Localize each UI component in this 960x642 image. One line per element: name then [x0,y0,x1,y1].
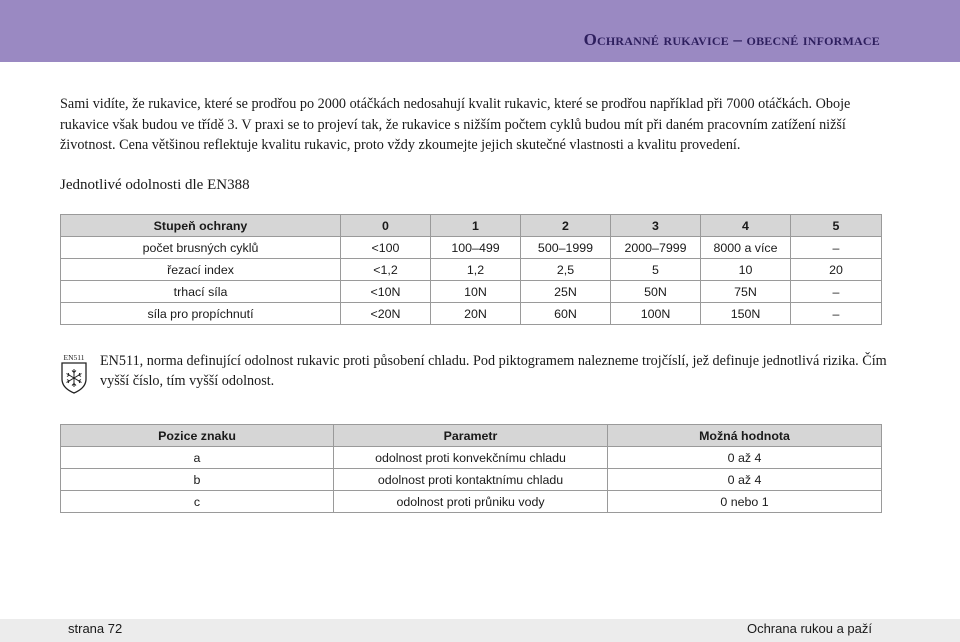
table-cell: 0 až 4 [608,447,882,469]
table-cell: 60N [521,303,611,325]
table-cell: – [791,237,882,259]
en388-table-header-cell: 2 [521,215,611,237]
en388-table [60,214,882,325]
section-heading: Jednotlivé odolnosti dle EN388 [60,177,250,193]
table-cell: c [61,491,334,513]
table-cell: 8000 a více [701,237,791,259]
snowflake-shield-icon [60,352,88,394]
en388-table-header-cell: 3 [611,215,701,237]
en511-table-header-cell: Parametr [334,425,608,447]
table-cell: 1,2 [431,259,521,281]
en388-table-header-cell: 4 [701,215,791,237]
page-number: strana 72 [68,621,123,636]
table-cell: 2000–7999 [611,237,701,259]
table-cell: 10 [701,259,791,281]
en388-table-header-cell: 5 [791,215,882,237]
table-cell: <20N [341,303,431,325]
table-row [61,281,882,303]
page-title: Ochranné rukavice – obecné informace [583,30,880,49]
table-cell: 2,5 [521,259,611,281]
en511-header-row [61,425,882,447]
en388-header-row [61,215,882,237]
en388-table-header-cell: 1 [431,215,521,237]
table-cell: odolnost proti konvekčnímu chladu [334,447,608,469]
table-cell: 0 až 4 [608,469,882,491]
table-row [61,259,882,281]
table-cell: 10N [431,281,521,303]
table-cell: počet brusných cyklů [61,237,341,259]
table-cell: <100 [341,237,431,259]
table-cell: 75N [701,281,791,303]
en511-description: EN511, norma definující odolnost rukavic proti působení chladu. Pod piktogramem nalezneme trojčíslí, jež definuje jednotlivá rizika. Čím vyšší číslo, tím vyšší odolnost. [100,353,887,389]
table-row [61,447,882,469]
table-row [61,303,882,325]
table-row [61,491,882,513]
table-row [61,237,882,259]
table-cell: trhací síla [61,281,341,303]
en511-table-header-cell: Možná hodnota [608,425,882,447]
pictogram-label: EN511 [63,353,85,362]
table-row [61,469,882,491]
en388-table-header-cell: 0 [341,215,431,237]
table-cell: 500–1999 [521,237,611,259]
footer-section-title: Ochrana rukou a paží [746,621,872,636]
table-cell: <10N [341,281,431,303]
table-cell: – [791,281,882,303]
en511-table [60,424,882,513]
table-cell: b [61,469,334,491]
table-cell: 100N [611,303,701,325]
table-cell: 0 nebo 1 [608,491,882,513]
table-cell: 20 [791,259,882,281]
table-cell: <1,2 [341,259,431,281]
table-cell: a [61,447,334,469]
intro-paragraph: Sami vidíte, že rukavice, které se prodřou po 2000 otáčkách nedosahují kvalit rukavic, které se prodřou například při 7000 otáčkách. Oboje rukavice však budou ve třídě 3. V praxi se to projeví tak, že rukavice s nižším počtem cyklů budou mít při daném pracovním zatížení nižší životnost. Cena většinou reflektuje kvalitu rukavic, proto vždy zkoumejte jejich skutečné vlastnosti a kvalitu provedení. [60,96,851,153]
table-cell: 25N [521,281,611,303]
table-cell: řezací index [61,259,341,281]
table-cell: – [791,303,882,325]
en388-table-header-cell: Stupeň ochrany [61,215,341,237]
table-cell: 100–499 [431,237,521,259]
table-cell: síla pro propíchnutí [61,303,341,325]
table-cell: 50N [611,281,701,303]
table-cell: 20N [431,303,521,325]
table-cell: odolnost proti kontaktnímu chladu [334,469,608,491]
table-cell: odolnost proti průniku vody [334,491,608,513]
en511-table-header-cell: Pozice znaku [61,425,334,447]
table-cell: 150N [701,303,791,325]
table-cell: 5 [611,259,701,281]
